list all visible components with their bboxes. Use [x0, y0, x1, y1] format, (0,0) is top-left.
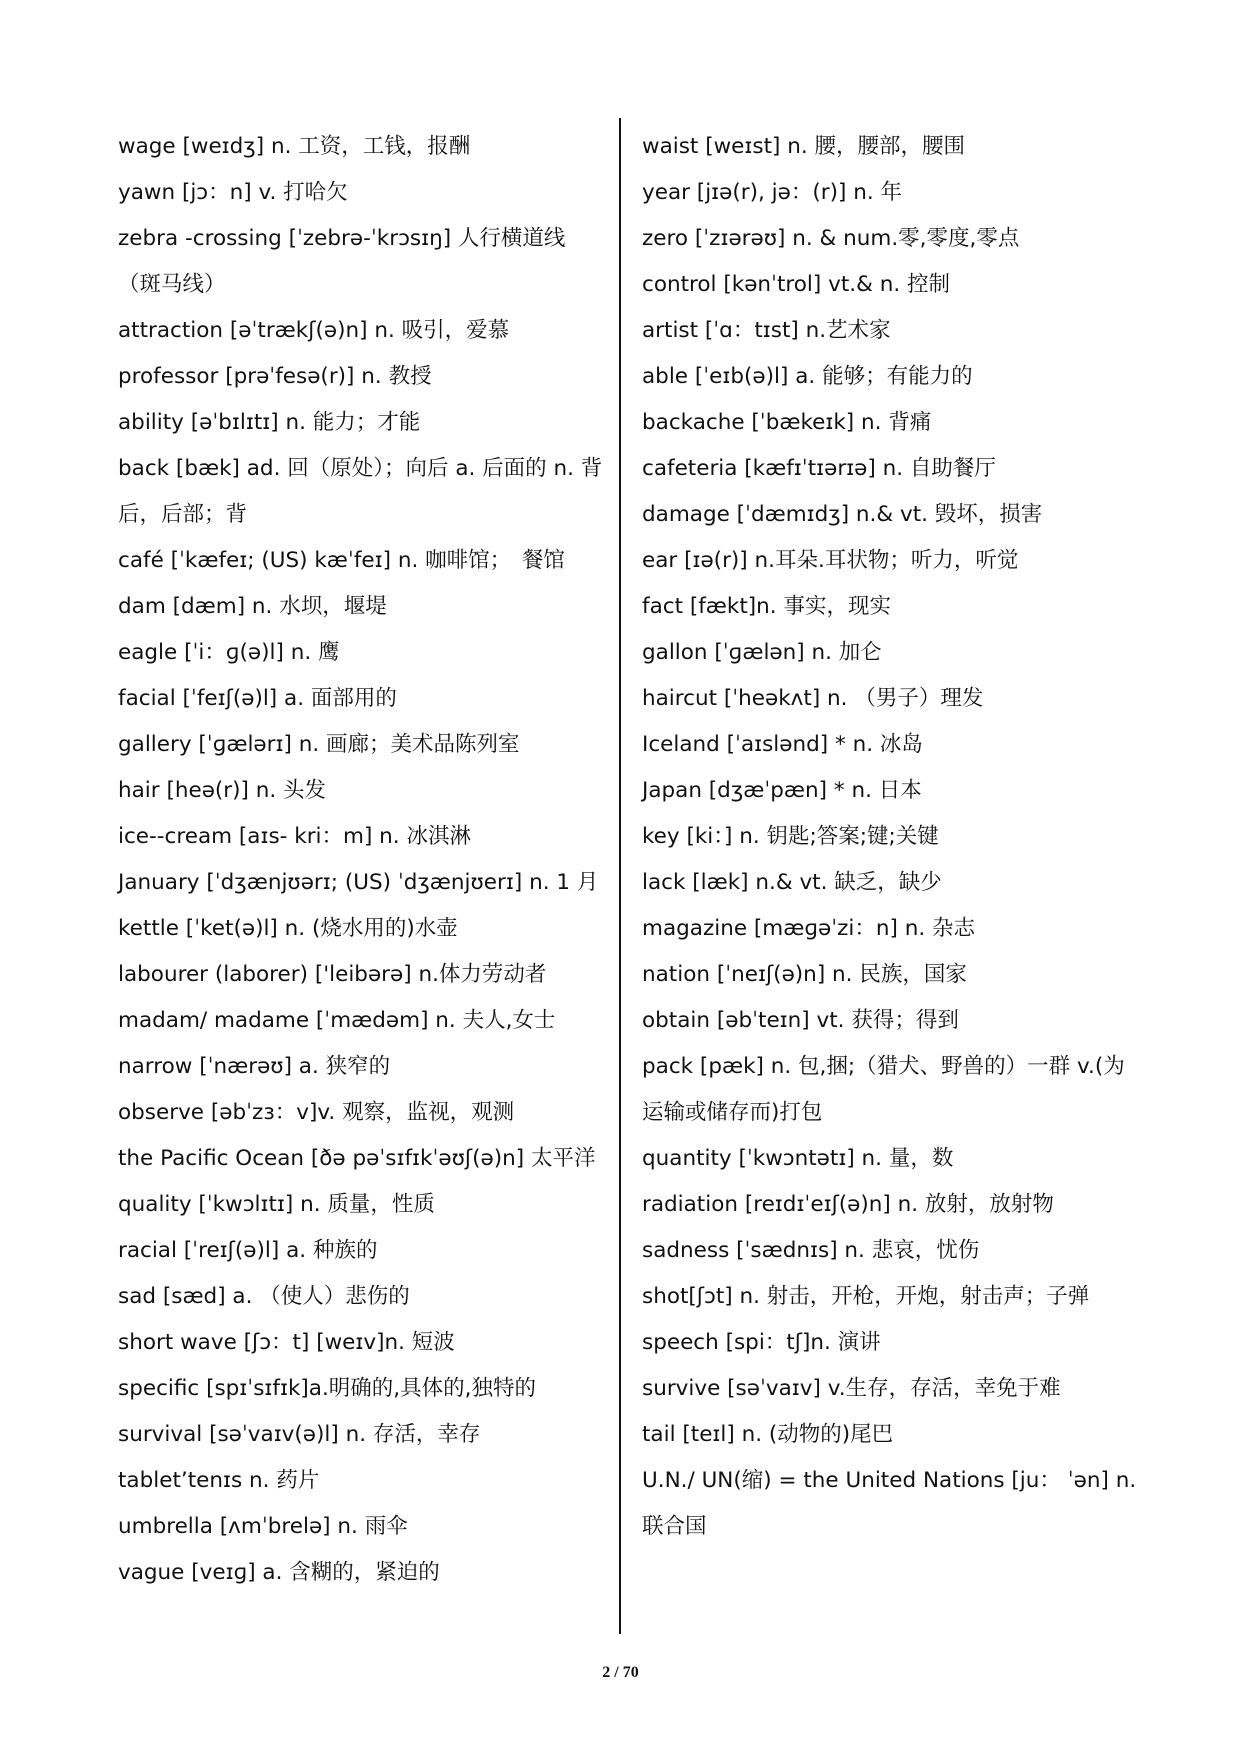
vocab-entry: waist [weɪst] n. 腰，腰部，腰围 [642, 134, 966, 159]
vocab-entry: umbrella [ʌmˈbrelə] n. 雨伞 [118, 1514, 408, 1539]
vocab-entry: January [ˈdʒænjʊərɪ; (US) ˈdʒænjʊerɪ] n. 1 月 [118, 870, 599, 895]
vocab-entry: back [bæk] ad. 回（原处）；向后 a. 后面的 n. 背后，后部；背 [118, 456, 603, 527]
vocab-entry: gallery [ˈɡælərɪ] n. 画廊；美术品陈列室 [118, 732, 520, 757]
vocab-entry: specific [spɪˈsɪfɪk]a.明确的,具体的,独特的 [118, 1376, 536, 1401]
vocab-entry: madam/ madame [ˈmædəm] n. 夫人,女士 [118, 1008, 556, 1033]
vocab-entry: tail [teɪl] n. (动物的)尾巴 [642, 1422, 894, 1447]
vocab-entry: haircut [ˈheəkʌt] n. （男子）理发 [642, 686, 984, 711]
vocab-entry: magazine [mæɡəˈzi：n] n. 杂志 [642, 916, 976, 941]
vocab-entry: short wave [ʃɔ：t] [weɪv]n. 短波 [118, 1330, 455, 1355]
vocab-entry: speech [spi：tʃ]n. 演讲 [642, 1330, 881, 1355]
vocab-entry: Iceland [ˈaɪslənd] * n. 冰岛 [642, 732, 923, 757]
vocab-entry: fact [fækt]n. 事实，现实 [642, 594, 891, 619]
vocab-entry: wage [weɪdʒ] n. 工资，工钱，报酬 [118, 134, 471, 159]
vocab-entry: shot[ʃɔt] n. 射击，开枪，开炮，射击声；子弹 [642, 1284, 1090, 1309]
vocab-entry: attraction [əˈtrækʃ(ə)n] n. 吸引，爱慕 [118, 318, 510, 343]
vocab-entry: ability [əˈbɪlɪtɪ] n. 能力；才能 [118, 410, 421, 435]
vocab-entry: U.N./ UN(缩) = the United Nations [ju： ˈən] n. 联合国 [642, 1468, 1137, 1539]
vocab-entry: backache [ˈbækeɪk] n. 背痛 [642, 410, 932, 435]
vocab-entry: artist [ˈɑ：tɪst] n.艺术家 [642, 318, 891, 343]
vocab-entry: quality [ˈkwɔlɪtɪ] n. 质量，性质 [118, 1192, 435, 1217]
vocab-entry: observe [əbˈzɜ：v]v. 观察，监视，观测 [118, 1100, 515, 1125]
right-column [642, 124, 1142, 1550]
vocab-entry: Japan [dʒæˈpæn] * n. 日本 [642, 778, 922, 803]
vocab-entry: zero [ˈzɪərəʊ] n. & num.零,零度,零点 [642, 226, 1020, 251]
column-divider [619, 118, 621, 1634]
vocab-entry: cafeteria [kæfɪˈtɪərɪə] n. 自助餐厅 [642, 456, 996, 481]
vocab-entry: damage [ˈdæmɪdʒ] n.& vt. 毁坏，损害 [642, 502, 1043, 527]
vocab-entry: labourer (laborer) ['leibərə] n.体力劳动者 [118, 962, 547, 987]
vocab-entry: control [kənˈtrol] vt.& n. 控制 [642, 272, 950, 297]
vocab-entry: obtain [əbˈteɪn] vt. 获得；得到 [642, 1008, 959, 1033]
vocab-entry: year [jɪə(r), jə：(r)] n. 年 [642, 180, 902, 205]
vocab-entry: lack [læk] n.& vt. 缺乏，缺少 [642, 870, 942, 895]
vocab-entry: ice--cream [aɪs- kri：m] n. 冰淇淋 [118, 824, 471, 849]
vocab-entry: survival [səˈvaɪv(ə)l] n. 存活，幸存 [118, 1422, 481, 1447]
vocab-entry: radiation [reɪdɪˈeɪʃ(ə)n] n. 放射，放射物 [642, 1192, 1054, 1217]
left-column [118, 124, 608, 1596]
vocab-entry: survive [səˈvaɪv] v.生存，存活，幸免于难 [642, 1376, 1061, 1401]
vocab-entry: yawn [jɔ：n] v. 打哈欠 [118, 180, 348, 205]
vocab-entry: quantity [ˈkwɔntətɪ] n. 量，数 [642, 1146, 954, 1171]
vocab-entry: vague [veɪɡ] a. 含糊的，紧迫的 [118, 1560, 440, 1585]
vocab-entry: professor [prəˈfesə(r)] n. 教授 [118, 364, 432, 389]
vocab-entry: kettle [ˈket(ə)l] n. (烧水用的)水壶 [118, 916, 458, 941]
vocab-entry: nation [ˈneɪʃ(ə)n] n. 民族，国家 [642, 962, 967, 987]
vocab-entry: tablet’tenɪs n. 药片 [118, 1468, 320, 1493]
vocab-entry: eagle [ˈi：ɡ(ə)l] n. 鹰 [118, 640, 340, 665]
vocab-entry: able [ˈeɪb(ə)l] a. 能够；有能力的 [642, 364, 973, 389]
vocab-entry: facial [ˈfeɪʃ(ə)l] a. 面部用的 [118, 686, 397, 711]
vocab-entry: racial [ˈreɪʃ(ə)l] a. 种族的 [118, 1238, 378, 1263]
vocab-entry: café [ˈkæfeɪ; (US) kæˈfeɪ] n. 咖啡馆； 餐馆 [118, 548, 565, 573]
vocab-entry: ear [ɪə(r)] n.耳朵.耳状物；听力，听觉 [642, 548, 1019, 573]
vocab-entry: key [ki：] n. 钥匙;答案;键;关键 [642, 824, 939, 849]
vocab-entry: the Pacific Ocean [ðə pəˈsɪfɪkˈəʊʃ(ə)n] 太平洋 [118, 1146, 596, 1171]
page-number: 2 / 70 [602, 1664, 639, 1681]
vocab-entry: sad [sæd] a. （使人）悲伤的 [118, 1284, 410, 1309]
vocab-entry: zebra -crossing [ˈzebrə-ˈkrɔsɪŋ] 人行横道线（斑马线） [118, 226, 566, 297]
vocab-entry: dam [dæm] n. 水坝，堰堤 [118, 594, 387, 619]
vocab-entry: pack [pæk] n. 包,捆;（猎犬、野兽的）一群 v.(为运输或储存而)打包 [642, 1054, 1125, 1125]
vocab-entry: narrow [ˈnærəʊ] a. 狭窄的 [118, 1054, 391, 1079]
vocab-entry: sadness [ˈsædnɪs] n. 悲哀，忧伤 [642, 1238, 980, 1263]
vocab-entry: hair [heə(r)] n. 头发 [118, 778, 327, 803]
vocab-entry: gallon [ˈɡælən] n. 加仑 [642, 640, 882, 665]
